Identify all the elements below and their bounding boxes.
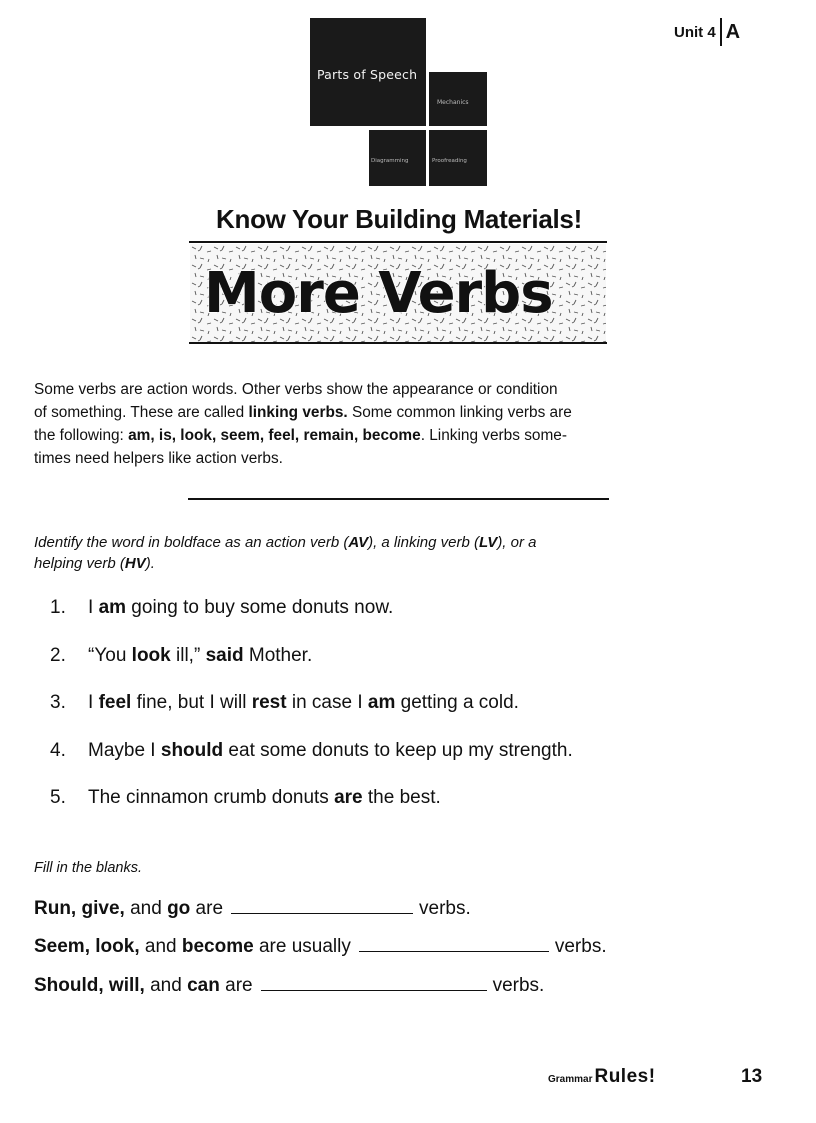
logo-parts-of-speech — [310, 18, 426, 126]
fill-text: are — [190, 898, 224, 919]
item-span: fine, but I will — [131, 692, 252, 713]
instr-text: ). — [145, 555, 155, 572]
intro-term: linking verbs. — [248, 404, 348, 421]
item-number: 5. — [50, 787, 66, 808]
item-number: 3. — [50, 692, 66, 713]
bold-verb: rest — [251, 692, 287, 713]
item-text — [88, 740, 573, 762]
intro-text: the following: — [34, 427, 129, 444]
intro-line — [34, 447, 764, 470]
fill-in-row — [34, 896, 471, 920]
banner-bottom-rule — [189, 342, 607, 344]
answer-blank[interactable] — [359, 934, 549, 952]
banner-top-rule — [189, 241, 607, 243]
item-span: I — [88, 692, 99, 713]
item-text — [88, 787, 441, 809]
logo-main-label: Parts of Speech — [317, 67, 418, 82]
bold-verb: am — [367, 692, 396, 713]
bold-verb: am — [98, 597, 127, 618]
instr-text: ), a linking verb ( — [368, 534, 479, 551]
item-span: Maybe I — [88, 739, 161, 761]
unit-letter: A — [725, 20, 741, 43]
intro-text: of something. These are called — [34, 404, 249, 421]
intro-line — [34, 401, 764, 424]
instruction-line — [34, 532, 774, 553]
intro-line — [34, 378, 764, 401]
list-item — [50, 740, 770, 788]
fill-bold: Seem, look, — [34, 936, 140, 957]
unit-label — [674, 18, 740, 46]
logo-diagramming-label: Diagramming — [371, 158, 409, 164]
fill-text: and — [139, 936, 182, 957]
instr-text: helping verb ( — [34, 555, 125, 572]
logo-mechanics — [429, 72, 487, 126]
brand-footer — [548, 1066, 656, 1088]
page-title: Know Your Building Materials! — [216, 204, 582, 234]
brand-large: Rules! — [594, 1066, 656, 1087]
item-span: I — [88, 597, 99, 618]
logo-diagramming — [369, 130, 426, 186]
fill-bold: can — [187, 975, 220, 996]
fill-text: verbs. — [419, 898, 471, 919]
item-span: “You — [88, 644, 132, 666]
answer-blank[interactable] — [261, 973, 487, 991]
fill-in-row — [34, 934, 607, 958]
item-span: Mother. — [243, 644, 313, 666]
instr-code: AV — [348, 534, 369, 551]
banner-text: More Verbs — [204, 261, 553, 326]
item-span: eat some donuts to keep up my strength. — [223, 739, 573, 761]
item-text — [88, 597, 393, 619]
item-number: 1. — [50, 597, 66, 618]
fill-text: verbs. — [492, 975, 545, 996]
unit-divider — [720, 18, 722, 46]
item-span: The cinnamon crumb donuts — [88, 787, 335, 808]
logo-mechanics-label: Mechanics — [437, 99, 469, 106]
item-text — [88, 645, 312, 667]
section-divider — [188, 498, 609, 500]
item-text — [88, 692, 519, 714]
item-number: 2. — [50, 644, 66, 666]
intro-text: Some common linking verbs are — [347, 404, 572, 421]
bold-verb: are — [334, 787, 363, 808]
exercise-list — [50, 597, 770, 835]
intro-paragraph — [34, 378, 764, 470]
item-span: in case I — [286, 692, 368, 713]
fill-in-instructions: Fill in the blanks. — [34, 860, 142, 876]
answer-blank[interactable] — [231, 896, 413, 914]
fill-text: verbs. — [554, 936, 607, 957]
list-item — [50, 597, 770, 645]
logo-proofreading — [429, 130, 487, 186]
more-verbs-banner — [190, 244, 606, 342]
fill-bold: Run, give, — [34, 898, 125, 919]
intro-text: Some verbs are action words. Other verbs show the appearance or condition — [34, 381, 558, 398]
bold-verb: feel — [98, 692, 132, 713]
fill-bold: Should, will, — [34, 975, 145, 996]
list-item — [50, 692, 770, 740]
fill-text: are usually — [253, 936, 351, 957]
logo-proofreading-label: Proofreading — [432, 158, 467, 164]
list-item — [50, 787, 770, 835]
page-number: 13 — [741, 1066, 763, 1087]
fill-text: and — [124, 898, 168, 919]
fill-bold: become — [181, 936, 254, 957]
item-span: going to buy some donuts now. — [126, 597, 394, 618]
fill-text: are — [219, 975, 253, 996]
item-number: 4. — [50, 739, 66, 761]
instr-text: Identify the word in boldface as an action verb ( — [34, 534, 349, 551]
unit-number: Unit 4 — [674, 23, 716, 41]
instruction-line — [34, 553, 774, 574]
bold-verb: look — [131, 644, 171, 666]
bold-verb: should — [160, 739, 224, 761]
intro-term: am, is, look, seem, feel, remain, become — [128, 427, 421, 444]
item-span: the best. — [362, 787, 441, 808]
instr-code: LV — [478, 534, 498, 551]
intro-line — [34, 424, 764, 447]
instr-code: HV — [124, 555, 146, 572]
brand-small: Grammar — [548, 1074, 593, 1085]
bold-verb: said — [205, 644, 244, 666]
instr-text: ), or a — [497, 534, 537, 551]
item-span: getting a cold. — [395, 692, 519, 713]
identify-instructions — [34, 532, 774, 574]
intro-text: . Linking verbs some- — [420, 427, 567, 444]
intro-text: times need helpers like action verbs. — [34, 450, 283, 467]
item-span: ill,” — [170, 644, 206, 666]
fill-text: and — [144, 975, 188, 996]
fill-in-row — [34, 973, 544, 997]
list-item — [50, 645, 770, 693]
fill-bold: go — [167, 898, 191, 919]
